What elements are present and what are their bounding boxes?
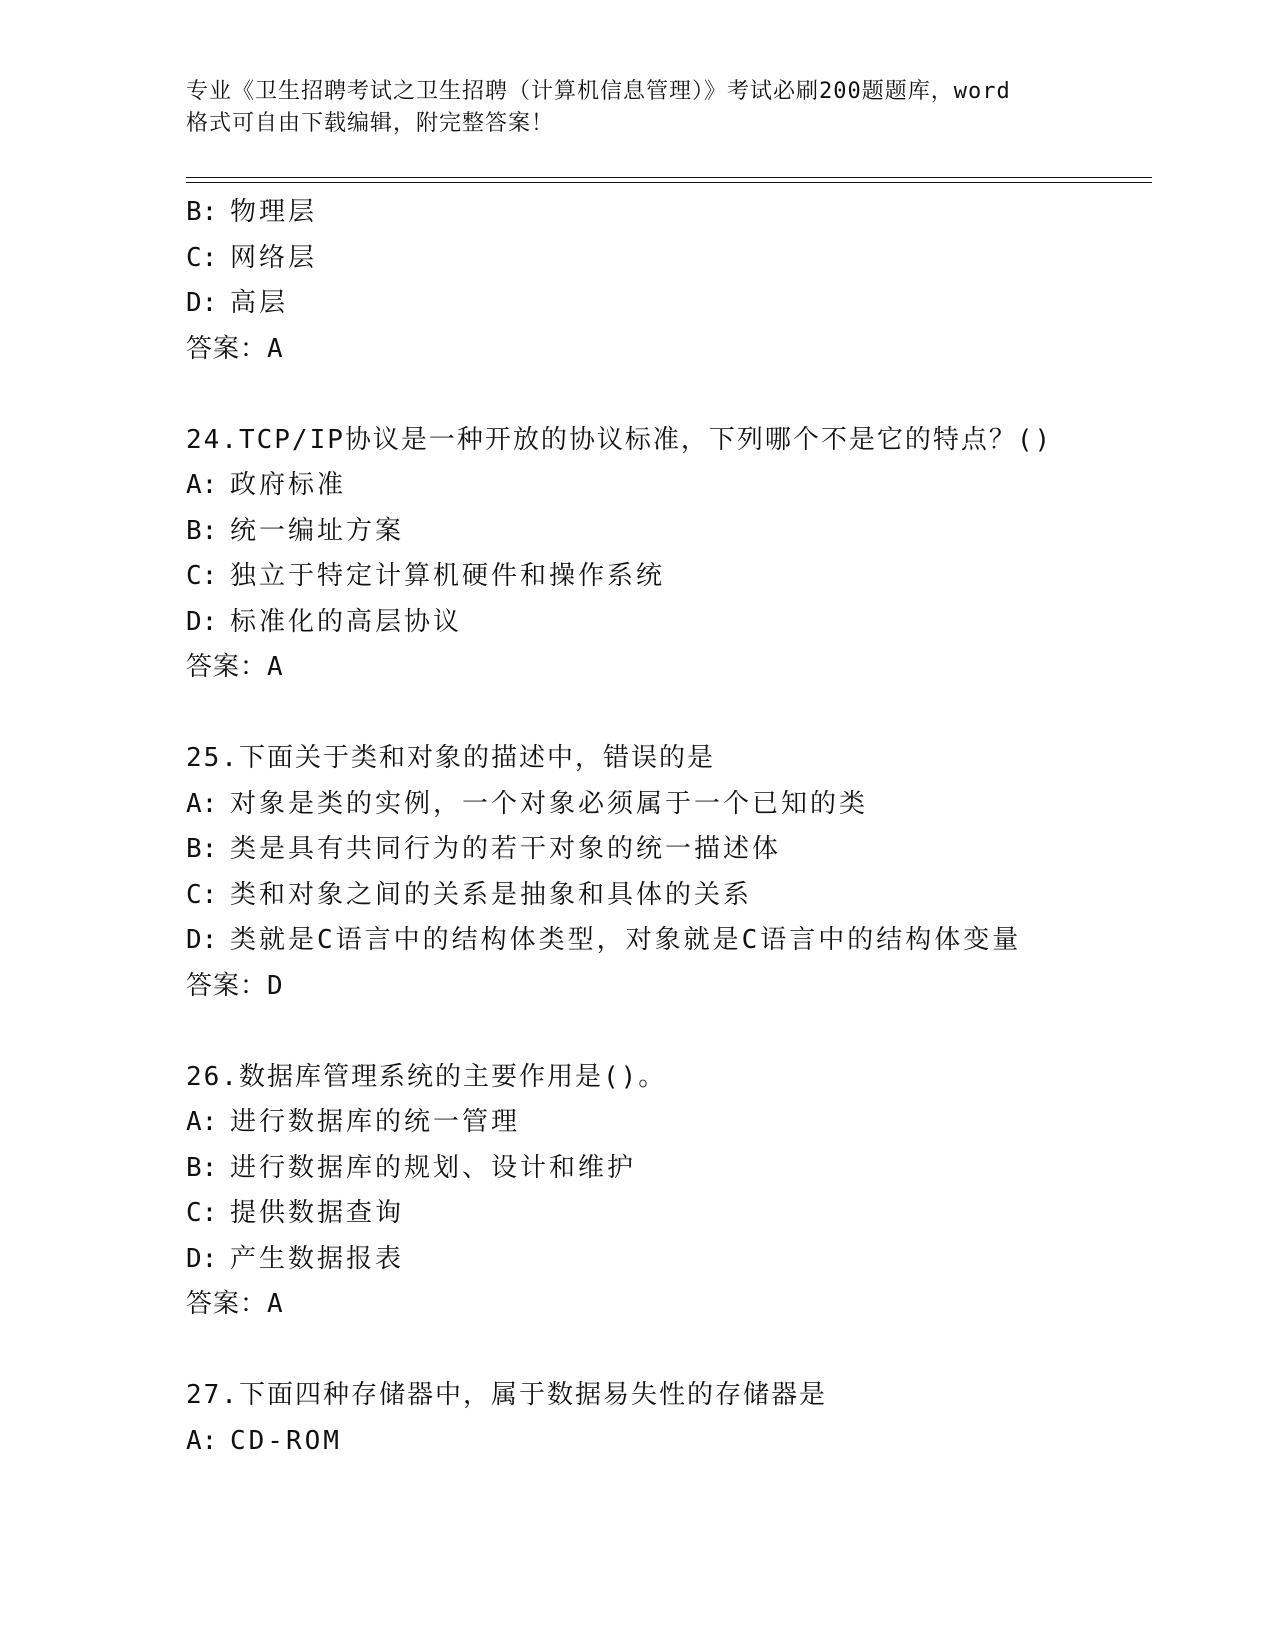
option-d — [186, 918, 1146, 964]
option-text: 政府标准 — [230, 470, 347, 500]
question-title: 26.数据库管理系统的主要作用是()。 — [186, 1061, 667, 1092]
option-text: 物理层 — [230, 197, 318, 227]
option-label: B: — [186, 197, 218, 227]
option-text: 类是具有共同行为的若干对象的统一描述体 — [230, 834, 782, 864]
question-25 — [186, 736, 1146, 1009]
question-list — [186, 190, 1146, 1464]
option-label: C: — [186, 242, 218, 273]
question-27 — [186, 1373, 1146, 1464]
header-line-2: 格式可自由下载编辑，附完整答案！ — [186, 111, 555, 136]
option-b — [186, 827, 1146, 873]
option-label: D: — [186, 1243, 218, 1274]
option-label: A: — [186, 470, 218, 500]
option-b — [186, 190, 1146, 236]
answer-value: D — [267, 970, 284, 1001]
question-title: 27.下面四种存储器中，属于数据易失性的存储器是 — [186, 1380, 827, 1410]
option-text: 对象是类的实例，一个对象必须属于一个已知的类 — [230, 788, 869, 819]
option-text: CD-ROM — [230, 1425, 342, 1456]
option-a — [186, 463, 1146, 509]
option-c — [186, 236, 1146, 282]
option-label: B: — [186, 515, 218, 546]
option-label: A: — [186, 1425, 218, 1456]
option-text: 高层 — [230, 288, 289, 318]
option-label: A: — [186, 788, 218, 819]
option-label: D: — [186, 925, 218, 955]
option-c — [186, 1191, 1146, 1237]
option-label: C: — [186, 879, 218, 910]
option-a — [186, 1419, 1146, 1465]
question-24 — [186, 418, 1146, 691]
option-label: A: — [186, 1107, 218, 1137]
answer-line — [186, 964, 1146, 1010]
answer-label: 答案： — [186, 333, 268, 364]
answer-line — [186, 327, 1146, 373]
answer-line — [186, 645, 1146, 691]
option-c — [186, 873, 1146, 919]
option-label: C: — [186, 1198, 218, 1228]
option-b — [186, 1146, 1146, 1192]
option-label: B: — [186, 1152, 218, 1183]
option-text: 提供数据查询 — [230, 1198, 405, 1228]
answer-label: 答案： — [186, 970, 268, 1001]
option-a — [186, 1100, 1146, 1146]
answer-label: 答案： — [186, 1289, 268, 1319]
option-a — [186, 782, 1146, 828]
option-text: 网络层 — [230, 242, 318, 273]
answer-line — [186, 1282, 1146, 1328]
answer-label: 答案： — [186, 652, 268, 682]
option-d — [186, 1237, 1146, 1283]
option-b — [186, 509, 1146, 555]
answer-value: A — [267, 333, 284, 364]
document-header — [186, 76, 1086, 140]
question-26 — [186, 1055, 1146, 1328]
question-title: 24.TCP/IP协议是一种开放的协议标准，下列哪个不是它的特点？() — [186, 424, 1053, 455]
option-text: 统一编址方案 — [230, 515, 405, 546]
option-text: 类和对象之间的关系是抽象和具体的关系 — [230, 879, 753, 910]
question-title: 25.下面关于类和对象的描述中，错误的是 — [186, 743, 715, 773]
option-text: 进行数据库的统一管理 — [230, 1107, 521, 1137]
answer-value: A — [267, 1289, 284, 1319]
option-label: C: — [186, 561, 218, 591]
option-text: 产生数据报表 — [230, 1243, 405, 1274]
option-d — [186, 600, 1146, 646]
option-label: D: — [186, 288, 218, 318]
answer-value: A — [267, 652, 284, 682]
option-text: 独立于特定计算机硬件和操作系统 — [230, 561, 666, 591]
header-divider-bottom — [186, 182, 1152, 183]
header-divider-top — [186, 177, 1152, 178]
option-text: 类就是C语言中的结构体类型，对象就是C语言中的结构体变量 — [230, 925, 1022, 955]
option-label: D: — [186, 606, 218, 637]
question-23-partial — [186, 190, 1146, 372]
option-c — [186, 554, 1146, 600]
option-text: 进行数据库的规划、设计和维护 — [230, 1152, 637, 1183]
option-label: B: — [186, 834, 218, 864]
header-line-1: 专业《卫生招聘考试之卫生招聘（计算机信息管理）》考试必刷200题题库，word — [186, 79, 1011, 104]
option-text: 标准化的高层协议 — [230, 606, 463, 637]
option-d — [186, 281, 1146, 327]
